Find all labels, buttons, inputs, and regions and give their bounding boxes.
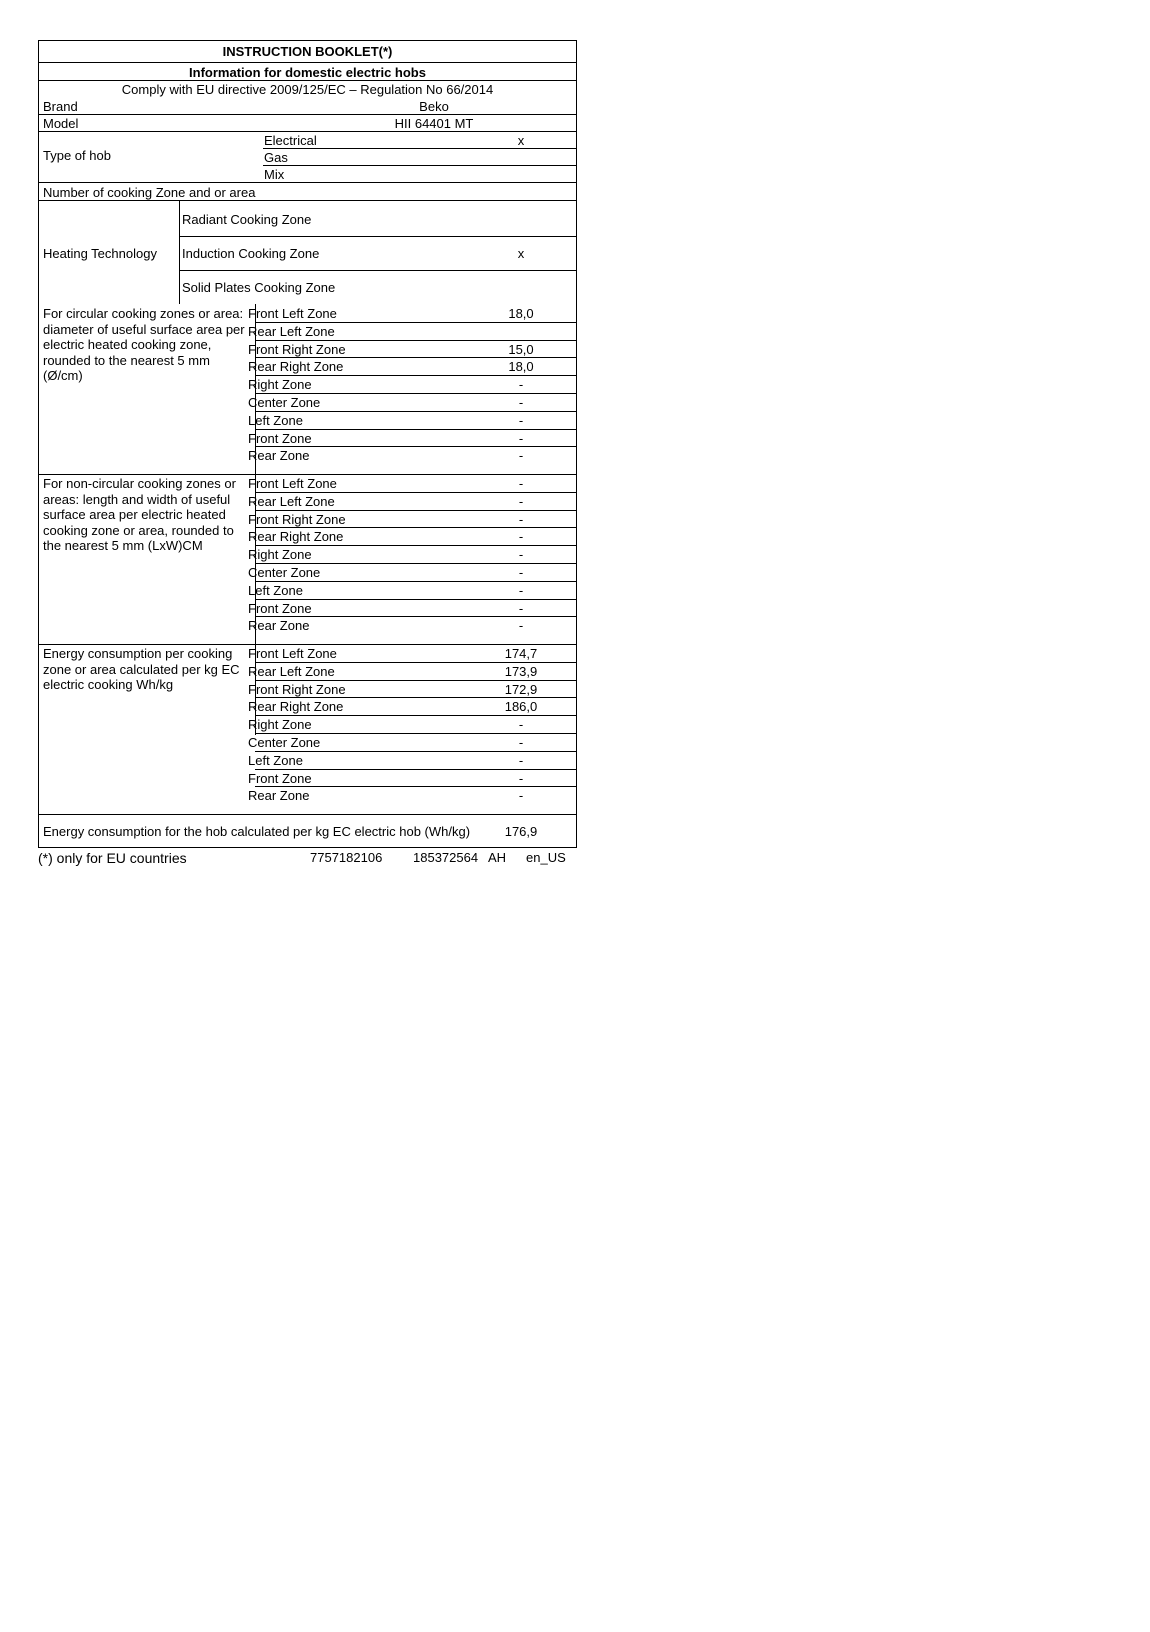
hob-type-option: Electrical xyxy=(264,133,317,148)
noncircular-zone-name: Left Zone xyxy=(248,582,303,598)
noncircular-zone-name: Front Zone xyxy=(248,600,312,616)
hob-type-label: Type of hob xyxy=(43,148,111,163)
divider xyxy=(255,616,576,617)
noncircular-zone-name: Front Right Zone xyxy=(248,511,346,527)
divider xyxy=(255,545,576,546)
circular-zone-name: Front Zone xyxy=(248,430,312,446)
zones-count-label: Number of cooking Zone and or area xyxy=(43,185,256,200)
energy-zone-value: - xyxy=(518,717,524,733)
model-label: Model xyxy=(43,116,79,131)
divider xyxy=(255,751,576,752)
divider xyxy=(255,510,576,511)
energy-zone-name: Rear Left Zone xyxy=(248,663,335,679)
energy-zone-value: - xyxy=(518,752,524,768)
heating-option: Radiant Cooking Zone xyxy=(182,212,312,227)
circular-zone-value: - xyxy=(518,448,524,464)
hob-type-option: Gas xyxy=(264,150,288,165)
energy-zone-name: Center Zone xyxy=(248,735,321,750)
noncircular-zone-value: - xyxy=(518,582,524,598)
divider xyxy=(39,814,576,815)
energy-zone-value: 173,9 xyxy=(504,663,538,679)
energy-zone-name: Rear Zone xyxy=(248,788,310,804)
divider xyxy=(255,411,576,412)
divider xyxy=(179,270,576,271)
energy-zone-name: Rear Right Zone xyxy=(248,699,344,715)
divider xyxy=(255,581,576,582)
circular-zone-name: Right Zone xyxy=(248,377,312,393)
footer-note: (*) only for EU countries xyxy=(38,850,187,866)
noncircular-zone-name: Front Left Zone xyxy=(248,476,337,491)
circular-label: For circular cooking zones or area: diameter of useful surface area per electric heated cooking zone, rounded to the nearest 5 mm (Ø/cm) xyxy=(43,306,245,384)
circular-zone-name: Rear Right Zone xyxy=(248,359,344,375)
footer-locale: en_US xyxy=(526,850,566,865)
divider xyxy=(255,715,576,716)
divider xyxy=(255,357,576,358)
energy-zone-value: - xyxy=(518,770,524,786)
noncircular-zone-name: Rear Right Zone xyxy=(248,529,344,545)
noncircular-zone-value: - xyxy=(518,529,524,545)
circular-zone-value: - xyxy=(518,377,524,393)
energy-zone-name: Front Right Zone xyxy=(248,681,346,697)
noncircular-zone-value: - xyxy=(518,493,524,509)
energy-zone-value: - xyxy=(518,788,524,804)
divider xyxy=(255,375,576,376)
divider xyxy=(263,148,576,149)
divider xyxy=(39,644,576,645)
circular-zone-name: Center Zone xyxy=(248,395,321,410)
hob-type-option: Mix xyxy=(264,167,285,182)
energy-zone-value: - xyxy=(518,735,524,750)
noncircular-label: For non-circular cooking zones or areas: length and width of useful surface area per electric heated cooking zone or area, rounded to the nearest 5 mm (LxW)CM xyxy=(43,476,236,554)
noncircular-zone-value: - xyxy=(518,476,524,491)
divider xyxy=(255,662,576,663)
energy-zone-value: 172,9 xyxy=(504,681,538,697)
circular-zone-name: Rear Zone xyxy=(248,448,310,464)
footer-code: 7757182106 xyxy=(310,850,383,865)
divider xyxy=(39,200,576,201)
divider xyxy=(255,393,576,394)
divider xyxy=(263,165,576,166)
circular-zone-name: Front Right Zone xyxy=(248,341,346,357)
hob-info-table xyxy=(38,40,577,848)
divider xyxy=(255,697,576,698)
circular-zone-value: - xyxy=(518,412,524,428)
circular-zone-name: Front Left Zone xyxy=(248,306,337,321)
footer-code: AH xyxy=(488,850,507,865)
noncircular-zone-name: Rear Left Zone xyxy=(248,493,335,509)
noncircular-zone-name: Rear Zone xyxy=(248,618,310,634)
brand-value: Beko xyxy=(419,99,449,114)
circular-zone-name: Rear Left Zone xyxy=(248,323,335,339)
energy-hob-value: 176,9 xyxy=(504,824,538,839)
divider xyxy=(39,474,576,475)
divider xyxy=(255,322,576,323)
noncircular-zone-value: - xyxy=(518,600,524,616)
divider xyxy=(179,200,180,304)
brand-label: Brand xyxy=(43,99,78,114)
divider xyxy=(255,680,576,681)
heating-mark: x xyxy=(517,246,525,261)
model-value: HII 64401 MT xyxy=(394,116,474,131)
divider xyxy=(255,429,576,430)
footer-code: 185372564 xyxy=(413,850,479,865)
divider xyxy=(39,131,576,132)
divider xyxy=(255,563,576,564)
divider xyxy=(255,492,576,493)
divider xyxy=(39,114,576,115)
divider xyxy=(39,182,576,183)
divider xyxy=(255,599,576,600)
energy-zone-label: Energy consumption per cooking zone or area calculated per kg EC electric cooking Wh/kg xyxy=(43,646,240,693)
heating-option: Solid Plates Cooking Zone xyxy=(182,280,336,295)
noncircular-zone-value: - xyxy=(518,565,524,580)
energy-zone-name: Left Zone xyxy=(248,752,303,768)
booklet-title: INSTRUCTION BOOKLET(*) xyxy=(222,44,393,59)
circular-zone-value: 18,0 xyxy=(508,359,534,375)
hob-type-mark: x xyxy=(517,133,525,148)
divider xyxy=(255,733,576,734)
energy-zone-value: 186,0 xyxy=(504,699,538,715)
noncircular-zone-value: - xyxy=(518,547,524,563)
energy-hob-label: Energy consumption for the hob calculated per kg EC electric hob (Wh/kg) xyxy=(43,824,471,839)
divider xyxy=(39,62,576,63)
directive-text: Comply with EU directive 2009/125/EC – Regulation No 66/2014 xyxy=(121,82,494,97)
noncircular-zone-name: Right Zone xyxy=(248,547,312,563)
circular-zone-value: 18,0 xyxy=(508,306,534,321)
heating-option: Induction Cooking Zone xyxy=(182,246,320,261)
divider xyxy=(255,340,576,341)
energy-zone-name: Right Zone xyxy=(248,717,312,733)
energy-zone-name: Front Left Zone xyxy=(248,646,337,661)
heating-label: Heating Technology xyxy=(43,246,157,261)
divider xyxy=(39,80,576,81)
divider xyxy=(255,527,576,528)
circular-zone-value: - xyxy=(518,395,524,410)
energy-zone-name: Front Zone xyxy=(248,770,312,786)
noncircular-zone-value: - xyxy=(518,511,524,527)
booklet-subtitle: Information for domestic electric hobs xyxy=(189,65,426,80)
divider xyxy=(255,769,576,770)
noncircular-zone-value: - xyxy=(518,618,524,634)
circular-zone-value: 15,0 xyxy=(508,341,534,357)
circular-zone-name: Left Zone xyxy=(248,412,303,428)
noncircular-zone-name: Center Zone xyxy=(248,565,321,580)
divider xyxy=(255,446,576,447)
divider xyxy=(255,786,576,787)
divider xyxy=(179,236,576,237)
circular-zone-value: - xyxy=(518,430,524,446)
energy-zone-value: 174,7 xyxy=(504,646,538,661)
